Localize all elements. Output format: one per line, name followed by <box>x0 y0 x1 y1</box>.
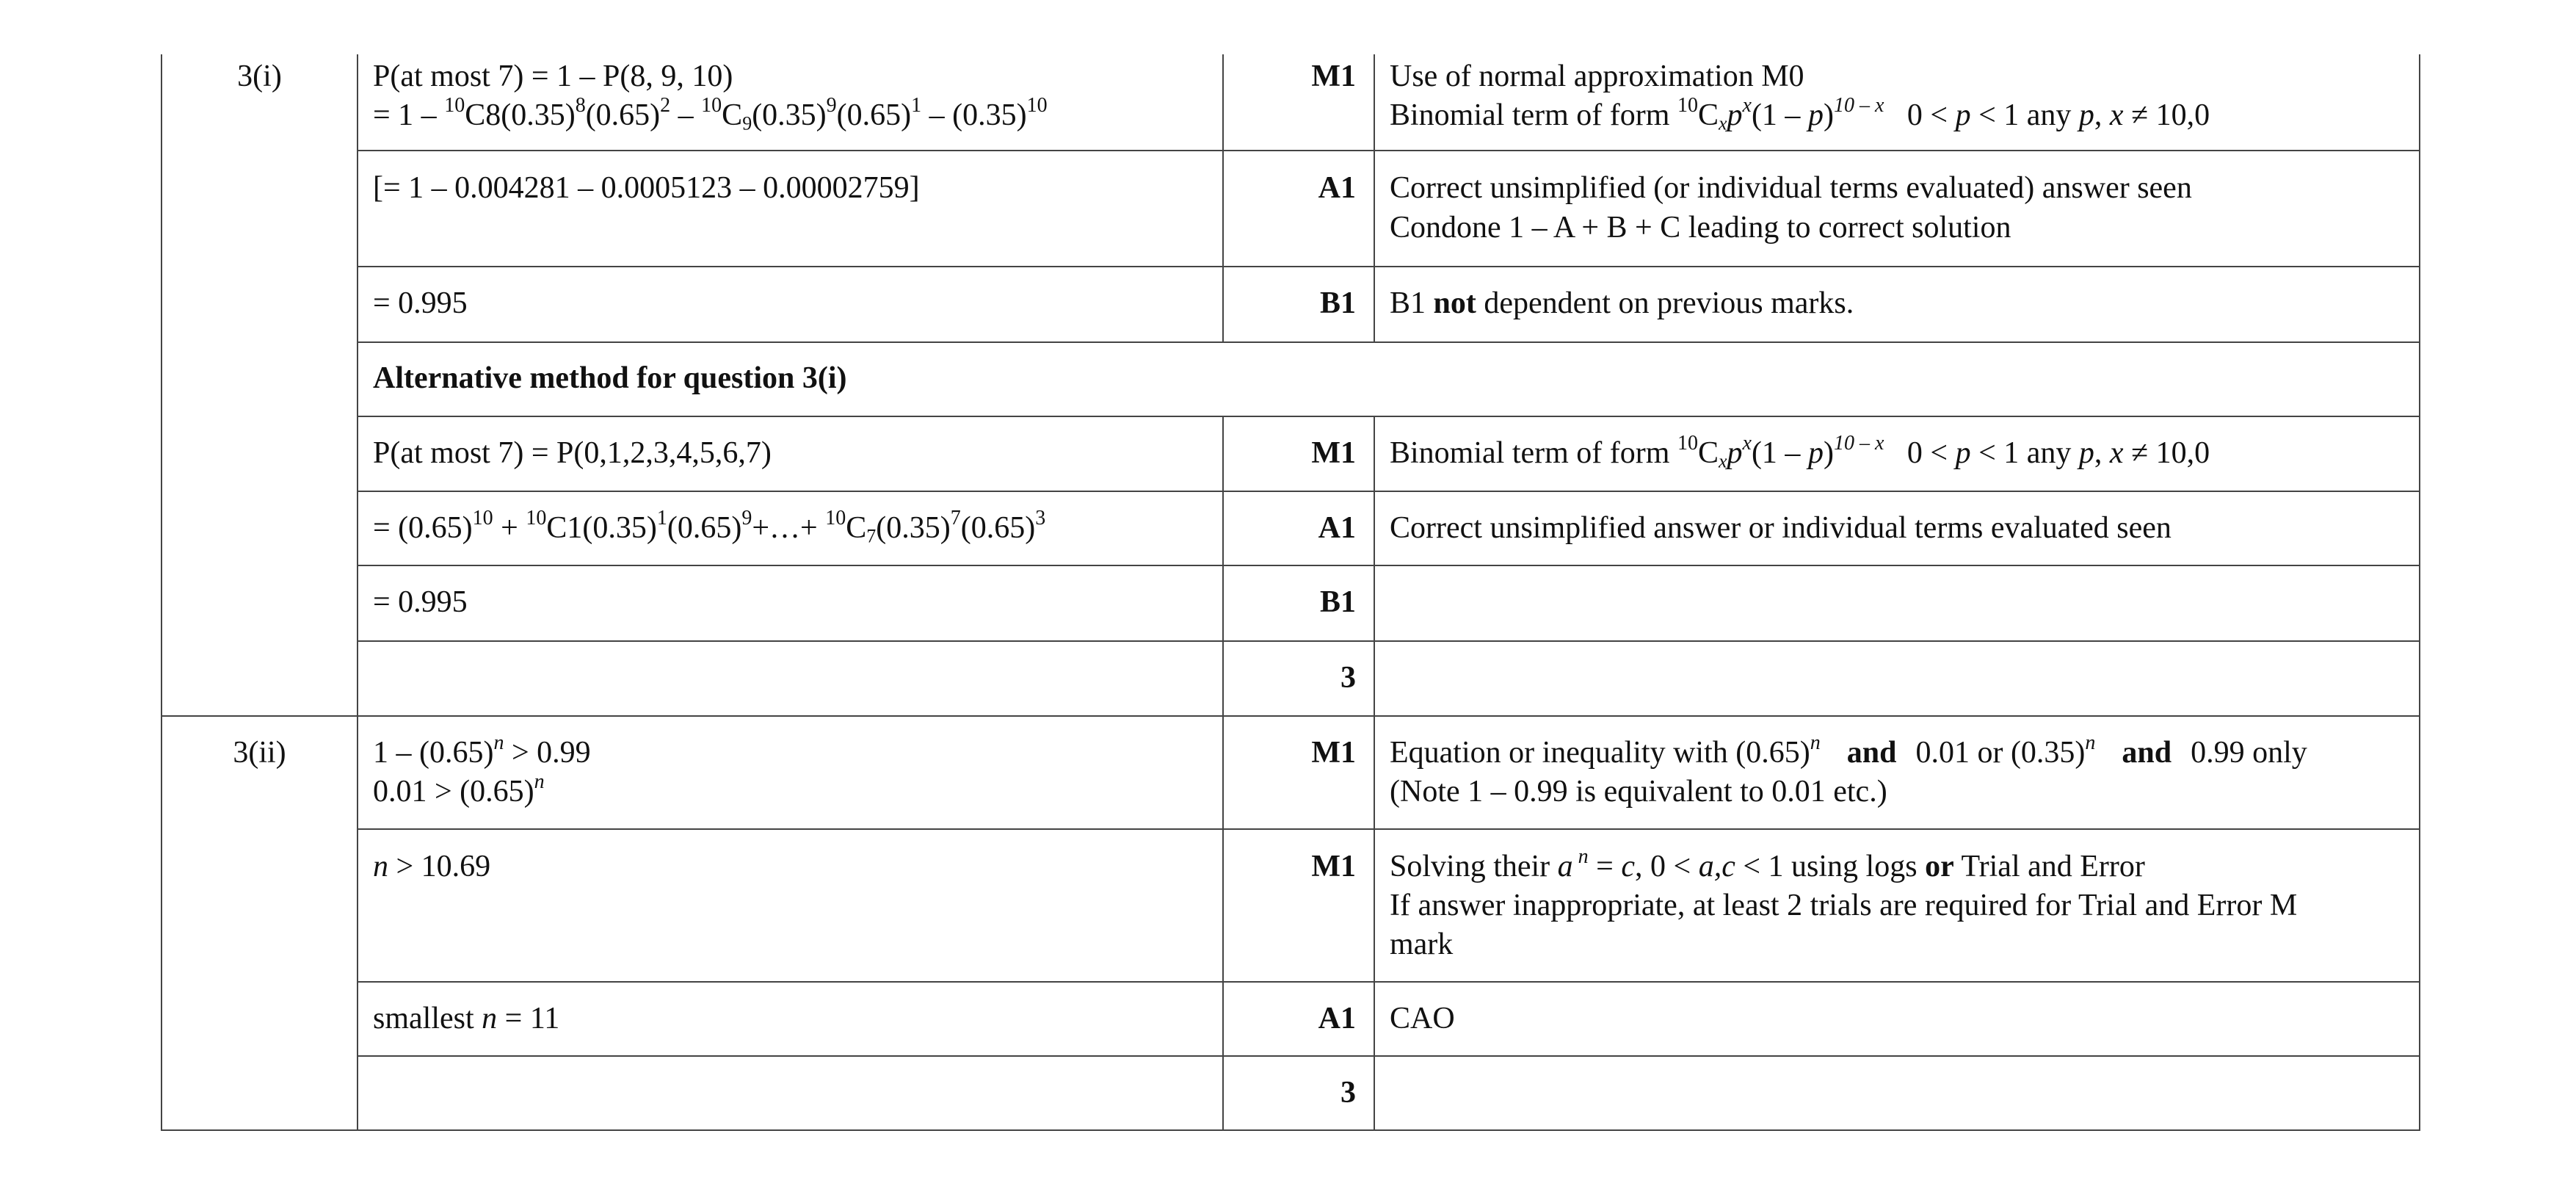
rule-left-edge <box>161 54 162 1131</box>
answer-line: P(at most 7) = 1 – P(8, 9, 10) <box>373 59 733 93</box>
rule-marks-col <box>1374 416 1375 1131</box>
alternative-method-heading: Alternative method for question 3(i) <box>373 361 847 395</box>
mark-code: B1 <box>1319 585 1356 619</box>
mark-code: M1 <box>1311 436 1356 470</box>
guidance-line: Use of normal approximation M0 <box>1390 59 1804 93</box>
mark-code: M1 <box>1311 59 1356 93</box>
mark-code: A1 <box>1318 171 1356 205</box>
guidance-line: Binomial term of form $^{10}C_xp^x(1 - p)^{10 - x}$ 0 < p < 1 any p, x ≠ 10,0 <box>1390 93 2210 134</box>
total-marks: 3 <box>1340 1076 1356 1110</box>
rule-q3ii-row3-bottom <box>357 1055 2420 1057</box>
total-marks: 3 <box>1340 661 1356 695</box>
rule-q3ii-row1-bottom <box>357 828 2420 830</box>
answer-line: = $1 - ^{10}C8(0.35)^8(0.65)^2 - ^{10}C_9(0.35)^9(0.65)^1 - (0.35)^{10}$ <box>373 93 1048 134</box>
rule-q3i-bottom <box>161 715 2420 717</box>
guidance-line: Equation or inequality with $(0.65)^n$ and 0.01 or $(0.35)^n$ and 0.99 only <box>1390 731 2307 770</box>
guidance-line: Binomial term of form $^{10}C_xp^x(1 - p)^{10 - x}$ 0 < p < 1 any p, x ≠ 10,0 <box>1390 431 2210 472</box>
rule-question-col <box>357 54 358 1131</box>
guidance-line: Solving their a $^n$ = c, 0 < a,c < 1 using logs or Trial and Error <box>1390 845 2145 883</box>
guidance-line: Condone 1 – A + B + C leading to correct solution <box>1390 211 2011 245</box>
guidance-line: Correct unsimplified answer or individual terms evaluated seen <box>1390 511 2172 545</box>
answer-line: $0.01 > (0.65)^n$ <box>373 770 545 809</box>
rule-alt-bottom <box>357 416 2420 417</box>
answer-line: = $(0.65)^{10}$ + $^{10}C1(0.35)^1(0.65)^9+\dots+ ^{10}C_7(0.35)^7(0.65)^3$ <box>373 506 1046 547</box>
mark-code: M1 <box>1311 850 1356 883</box>
rule-row6-bottom <box>357 565 2420 566</box>
guidance-line: CAO <box>1390 1002 1455 1035</box>
answer-line: n > 10.69 <box>373 850 491 883</box>
guidance-line: mark <box>1390 928 1454 961</box>
answer-line: smallest n = 11 <box>373 1002 560 1035</box>
rule-right-edge <box>2419 54 2420 1131</box>
guidance-line: B1 not dependent on previous marks. <box>1390 286 1854 320</box>
mark-code: A1 <box>1318 1002 1356 1035</box>
rule-marks-col <box>1374 54 1375 342</box>
rule-q3ii-row2-bottom <box>357 981 2420 983</box>
answer-line: = 0.995 <box>373 585 468 619</box>
answer-line: = 0.995 <box>373 286 468 320</box>
rule-table-bottom <box>161 1129 2420 1131</box>
mark-code: B1 <box>1319 286 1356 320</box>
guidance-line: Correct unsimplified (or individual terms evaluated) answer seen <box>1390 171 2192 205</box>
rule-row2-bottom <box>357 266 2420 267</box>
mark-code: M1 <box>1311 736 1356 770</box>
guidance-line: (Note 1 – 0.99 is equivalent to 0.01 etc.) <box>1390 775 1887 809</box>
answer-line: $1 - (0.65)^n > 0.99$ <box>373 731 591 770</box>
answer-line: P(at most 7) = P(0,1,2,3,4,5,6,7) <box>373 436 772 470</box>
rule-row1-bottom <box>357 150 2420 151</box>
rule-row3-bottom <box>357 341 2420 343</box>
rule-row5-bottom <box>357 491 2420 492</box>
guidance-line: If answer inappropriate, at least 2 trials are required for Trial and Error M <box>1390 889 2298 922</box>
rule-row7-bottom <box>357 640 2420 642</box>
answer-line: [= 1 – 0.004281 – 0.0005123 – 0.00002759] <box>373 171 920 205</box>
question-label: 3(ii) <box>233 736 286 770</box>
mark-code: A1 <box>1318 511 1356 545</box>
question-label: 3(i) <box>237 59 282 93</box>
